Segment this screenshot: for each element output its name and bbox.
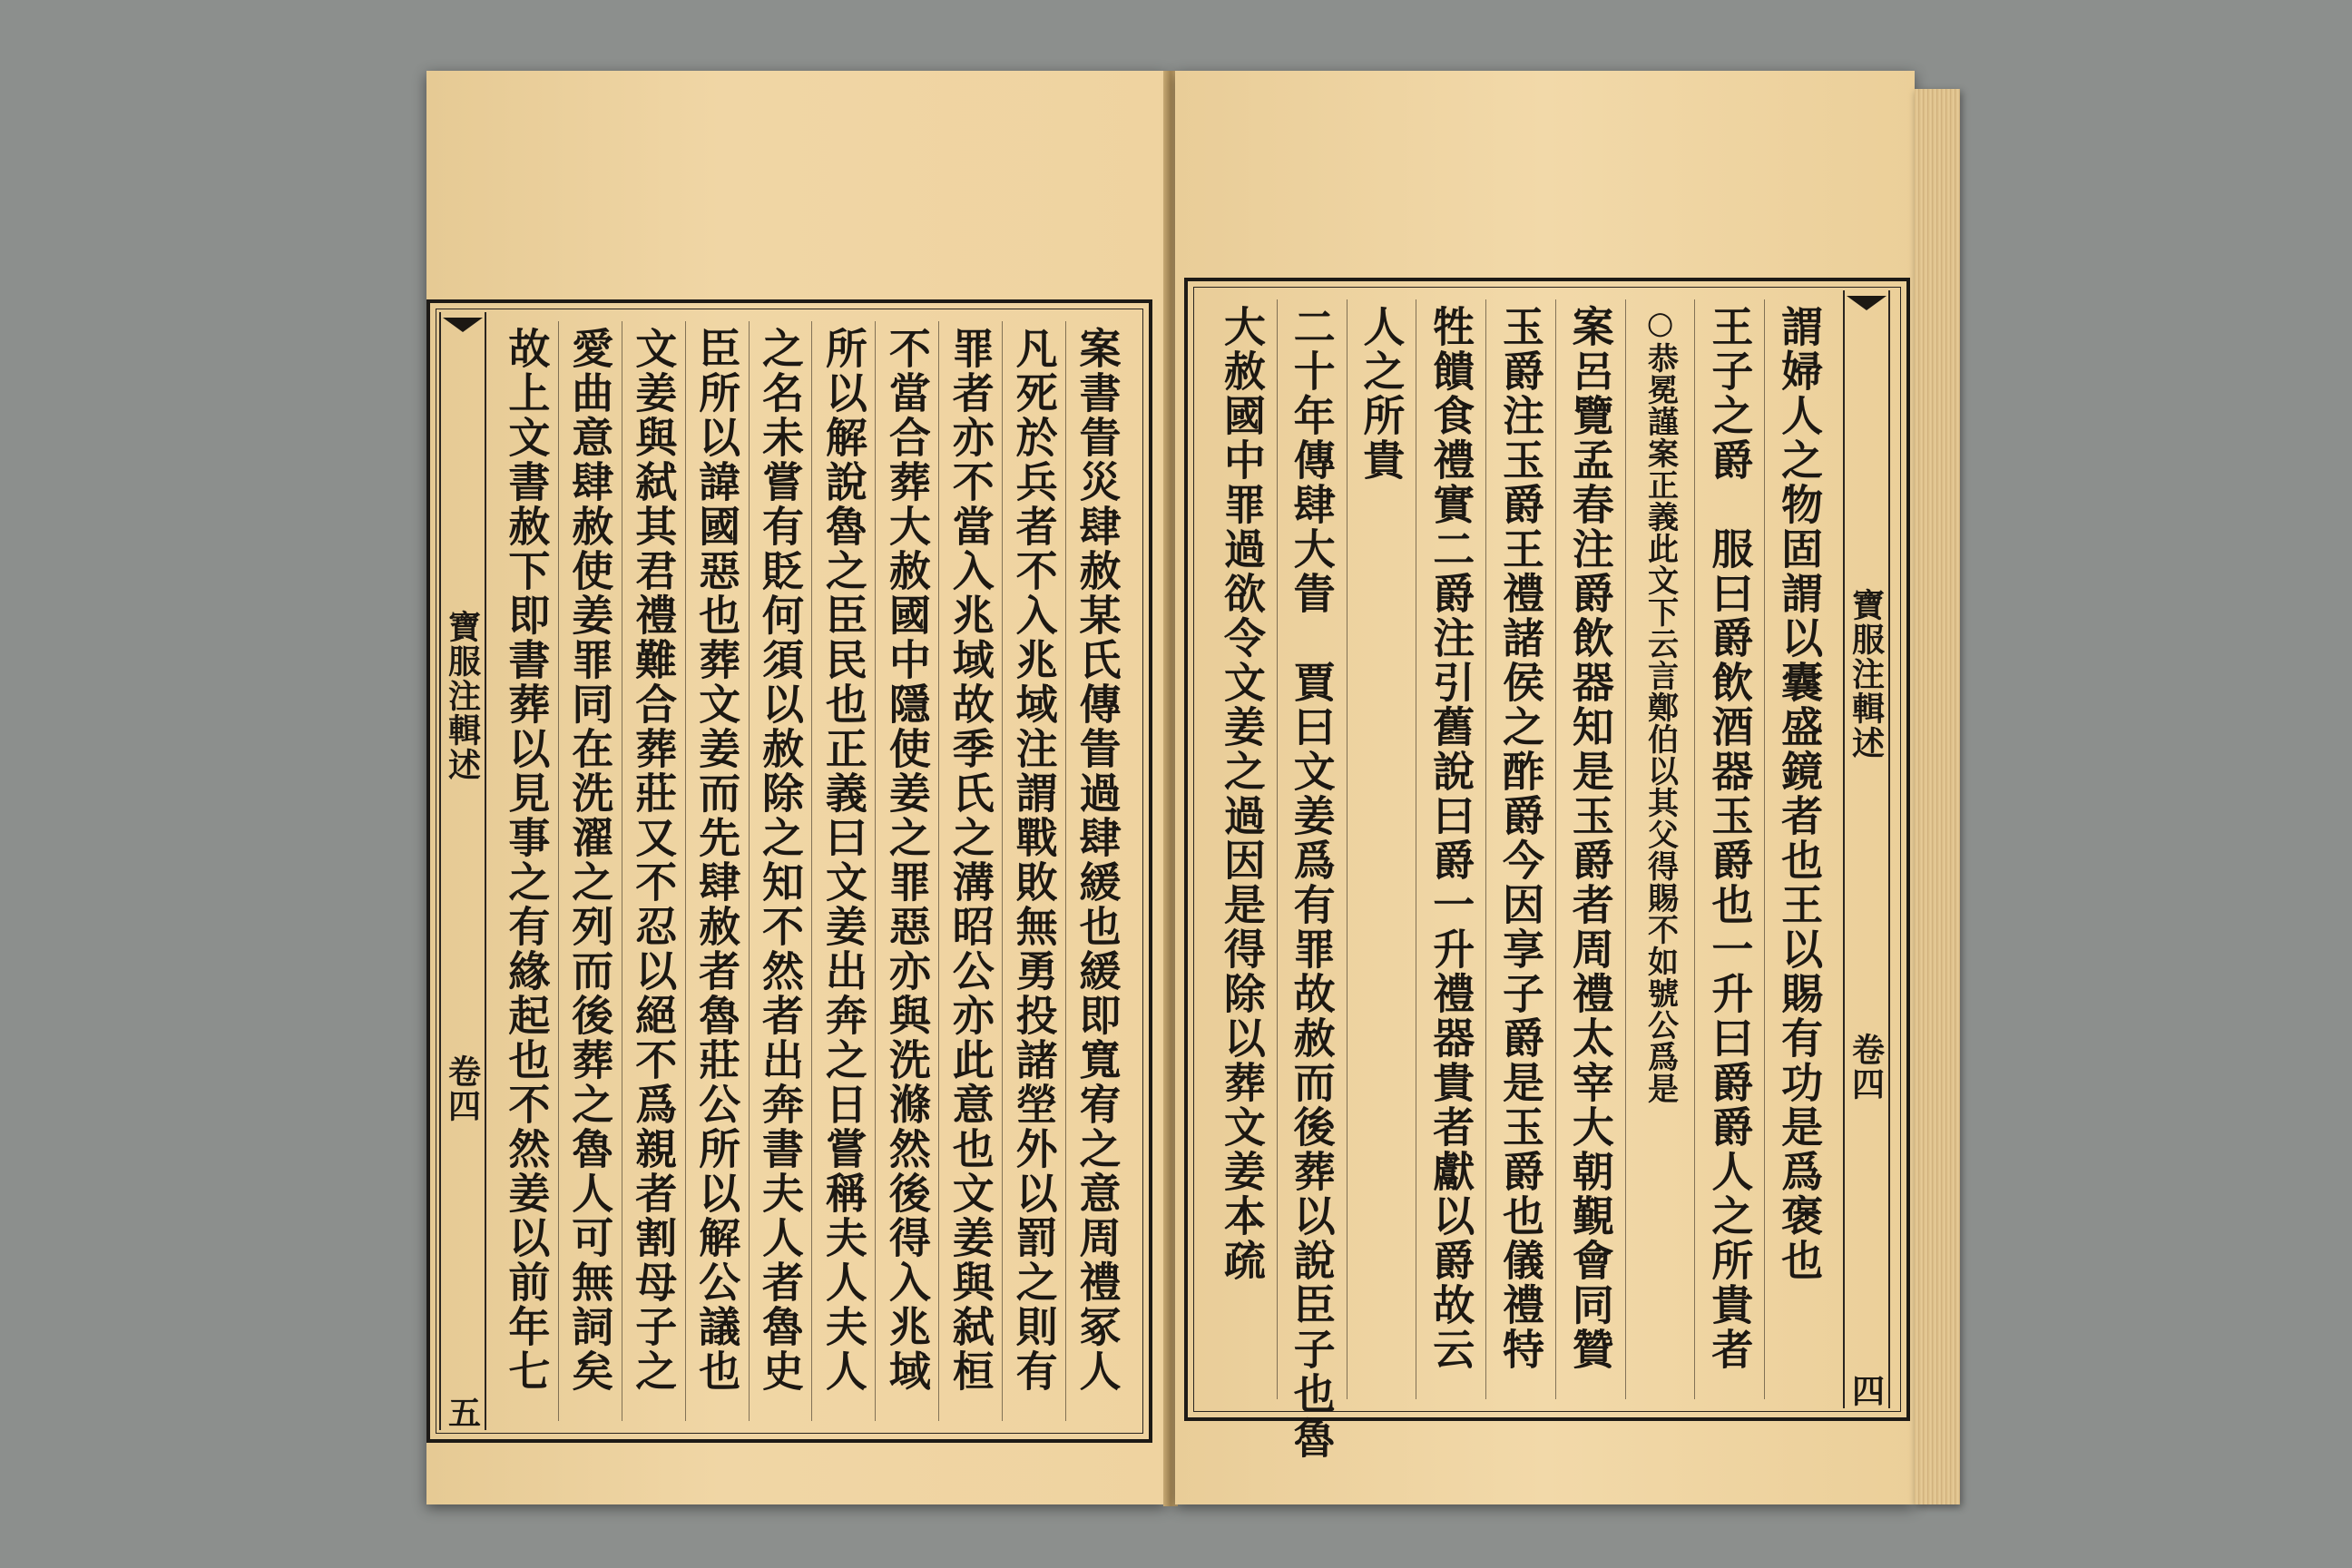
text-column — [1555, 299, 1625, 1399]
text-column — [1065, 321, 1129, 1421]
column-text: 大赦國中罪過欲令文姜之過因是得除以葬文姜本疏 — [1217, 305, 1267, 1283]
right-page-frame — [1184, 278, 1910, 1461]
left-page-center-column — [439, 312, 486, 1430]
column-text: 人之所貴 — [1357, 305, 1406, 483]
column-text: 謂婦人之物固謂以囊盛鏡者也王以賜有功是爲褒也 — [1775, 305, 1825, 1283]
left-page-book-title: 寶服注輯述 — [443, 610, 482, 782]
column-text: 愛曲意肆赦使姜罪同在洗濯之列而後葬之魯人可無詞矣 — [565, 327, 615, 1394]
page-edges — [1915, 89, 1960, 1504]
column-text: 故上文書赦下即書葬以見事之有緣起也不然姜以前年七 — [502, 327, 552, 1394]
left-page-frame — [426, 299, 1152, 1443]
right-page-juan: 卷四 — [1847, 1033, 1886, 1102]
text-column — [1277, 299, 1347, 1461]
fishtail-mark — [443, 318, 483, 332]
column-text: 所以解說魯之臣民也正義曰文姜出奔之日嘗稱夫人夫人 — [818, 327, 868, 1394]
left-page — [426, 71, 1166, 1504]
column-text: 王子之爵 服曰爵飲酒器玉爵也一升曰爵爵人之所貴者 — [1705, 305, 1755, 1372]
open-book — [426, 71, 1960, 1508]
text-column — [1002, 321, 1065, 1421]
right-page-leaf-number: 四 — [1847, 1374, 1886, 1408]
text-column — [811, 321, 875, 1421]
text-column — [1208, 299, 1277, 1399]
text-column — [495, 321, 558, 1421]
text-column — [749, 321, 812, 1421]
column-text: ○恭冕謹案正義此文下云言鄭伯以其父得賜不如號公爲是 — [1642, 305, 1679, 1104]
column-text: 不當合葬大赦國中隱使姜之罪惡亦與洗滌然後得入兆域 — [882, 327, 932, 1394]
right-page-center-column — [1843, 290, 1890, 1408]
text-column — [938, 321, 1002, 1421]
column-text: 之名未嘗有貶何須以赦除之知不然者出奔書夫人者魯史 — [756, 327, 806, 1394]
text-column — [1347, 299, 1416, 1399]
right-page-text-columns — [1208, 299, 1834, 1461]
left-page-text-columns — [495, 321, 1129, 1421]
left-page-juan: 卷四 — [443, 1054, 482, 1123]
text-column — [1416, 299, 1485, 1399]
text-column — [685, 321, 749, 1421]
column-text: 臣所以諱國惡也葬文姜而先肆赦者魯莊公所以解公議也 — [692, 327, 742, 1394]
column-text: 案書眚災肆赦某氏傳眚過肆緩也緩即寬宥之意周禮冢人 — [1073, 327, 1122, 1394]
column-text: 二十年傳肆大眚 賈曰文姜爲有罪故赦而後葬以說臣子也魯 — [1287, 305, 1337, 1461]
right-page — [1175, 71, 1915, 1504]
column-text: 罪者亦不當入兆域故季氏之溝昭公亦此意也文姜與弑桓 — [946, 327, 995, 1394]
text-column — [1485, 299, 1555, 1399]
column-text: 凡死於兵者不入兆域注謂戰敗無勇投諸塋外以罰之則有 — [1009, 327, 1059, 1394]
text-column — [875, 321, 938, 1421]
column-text: 案呂覽孟春注爵飲器知是玉爵者周禮太宰大朝覲會同贊 — [1565, 305, 1615, 1372]
text-column — [558, 321, 622, 1421]
left-page-leaf-number: 五 — [443, 1396, 482, 1430]
text-column — [1764, 299, 1834, 1399]
fishtail-mark — [1847, 296, 1886, 310]
column-text: 牲饋食禮實二爵注引舊說曰爵一升禮器貴者獻以爵故云 — [1426, 305, 1476, 1372]
column-text: 文姜與弑其君禮難合葬莊又不忍以絕不爲親者割母子之 — [629, 327, 679, 1394]
column-text: 玉爵注玉爵王禮諸侯之酢爵今因享子爵是玉爵也儀禮特 — [1495, 305, 1545, 1372]
right-page-book-title: 寶服注輯述 — [1847, 588, 1886, 760]
text-column — [1694, 299, 1764, 1399]
text-column — [622, 321, 685, 1421]
text-column — [1625, 299, 1695, 1399]
